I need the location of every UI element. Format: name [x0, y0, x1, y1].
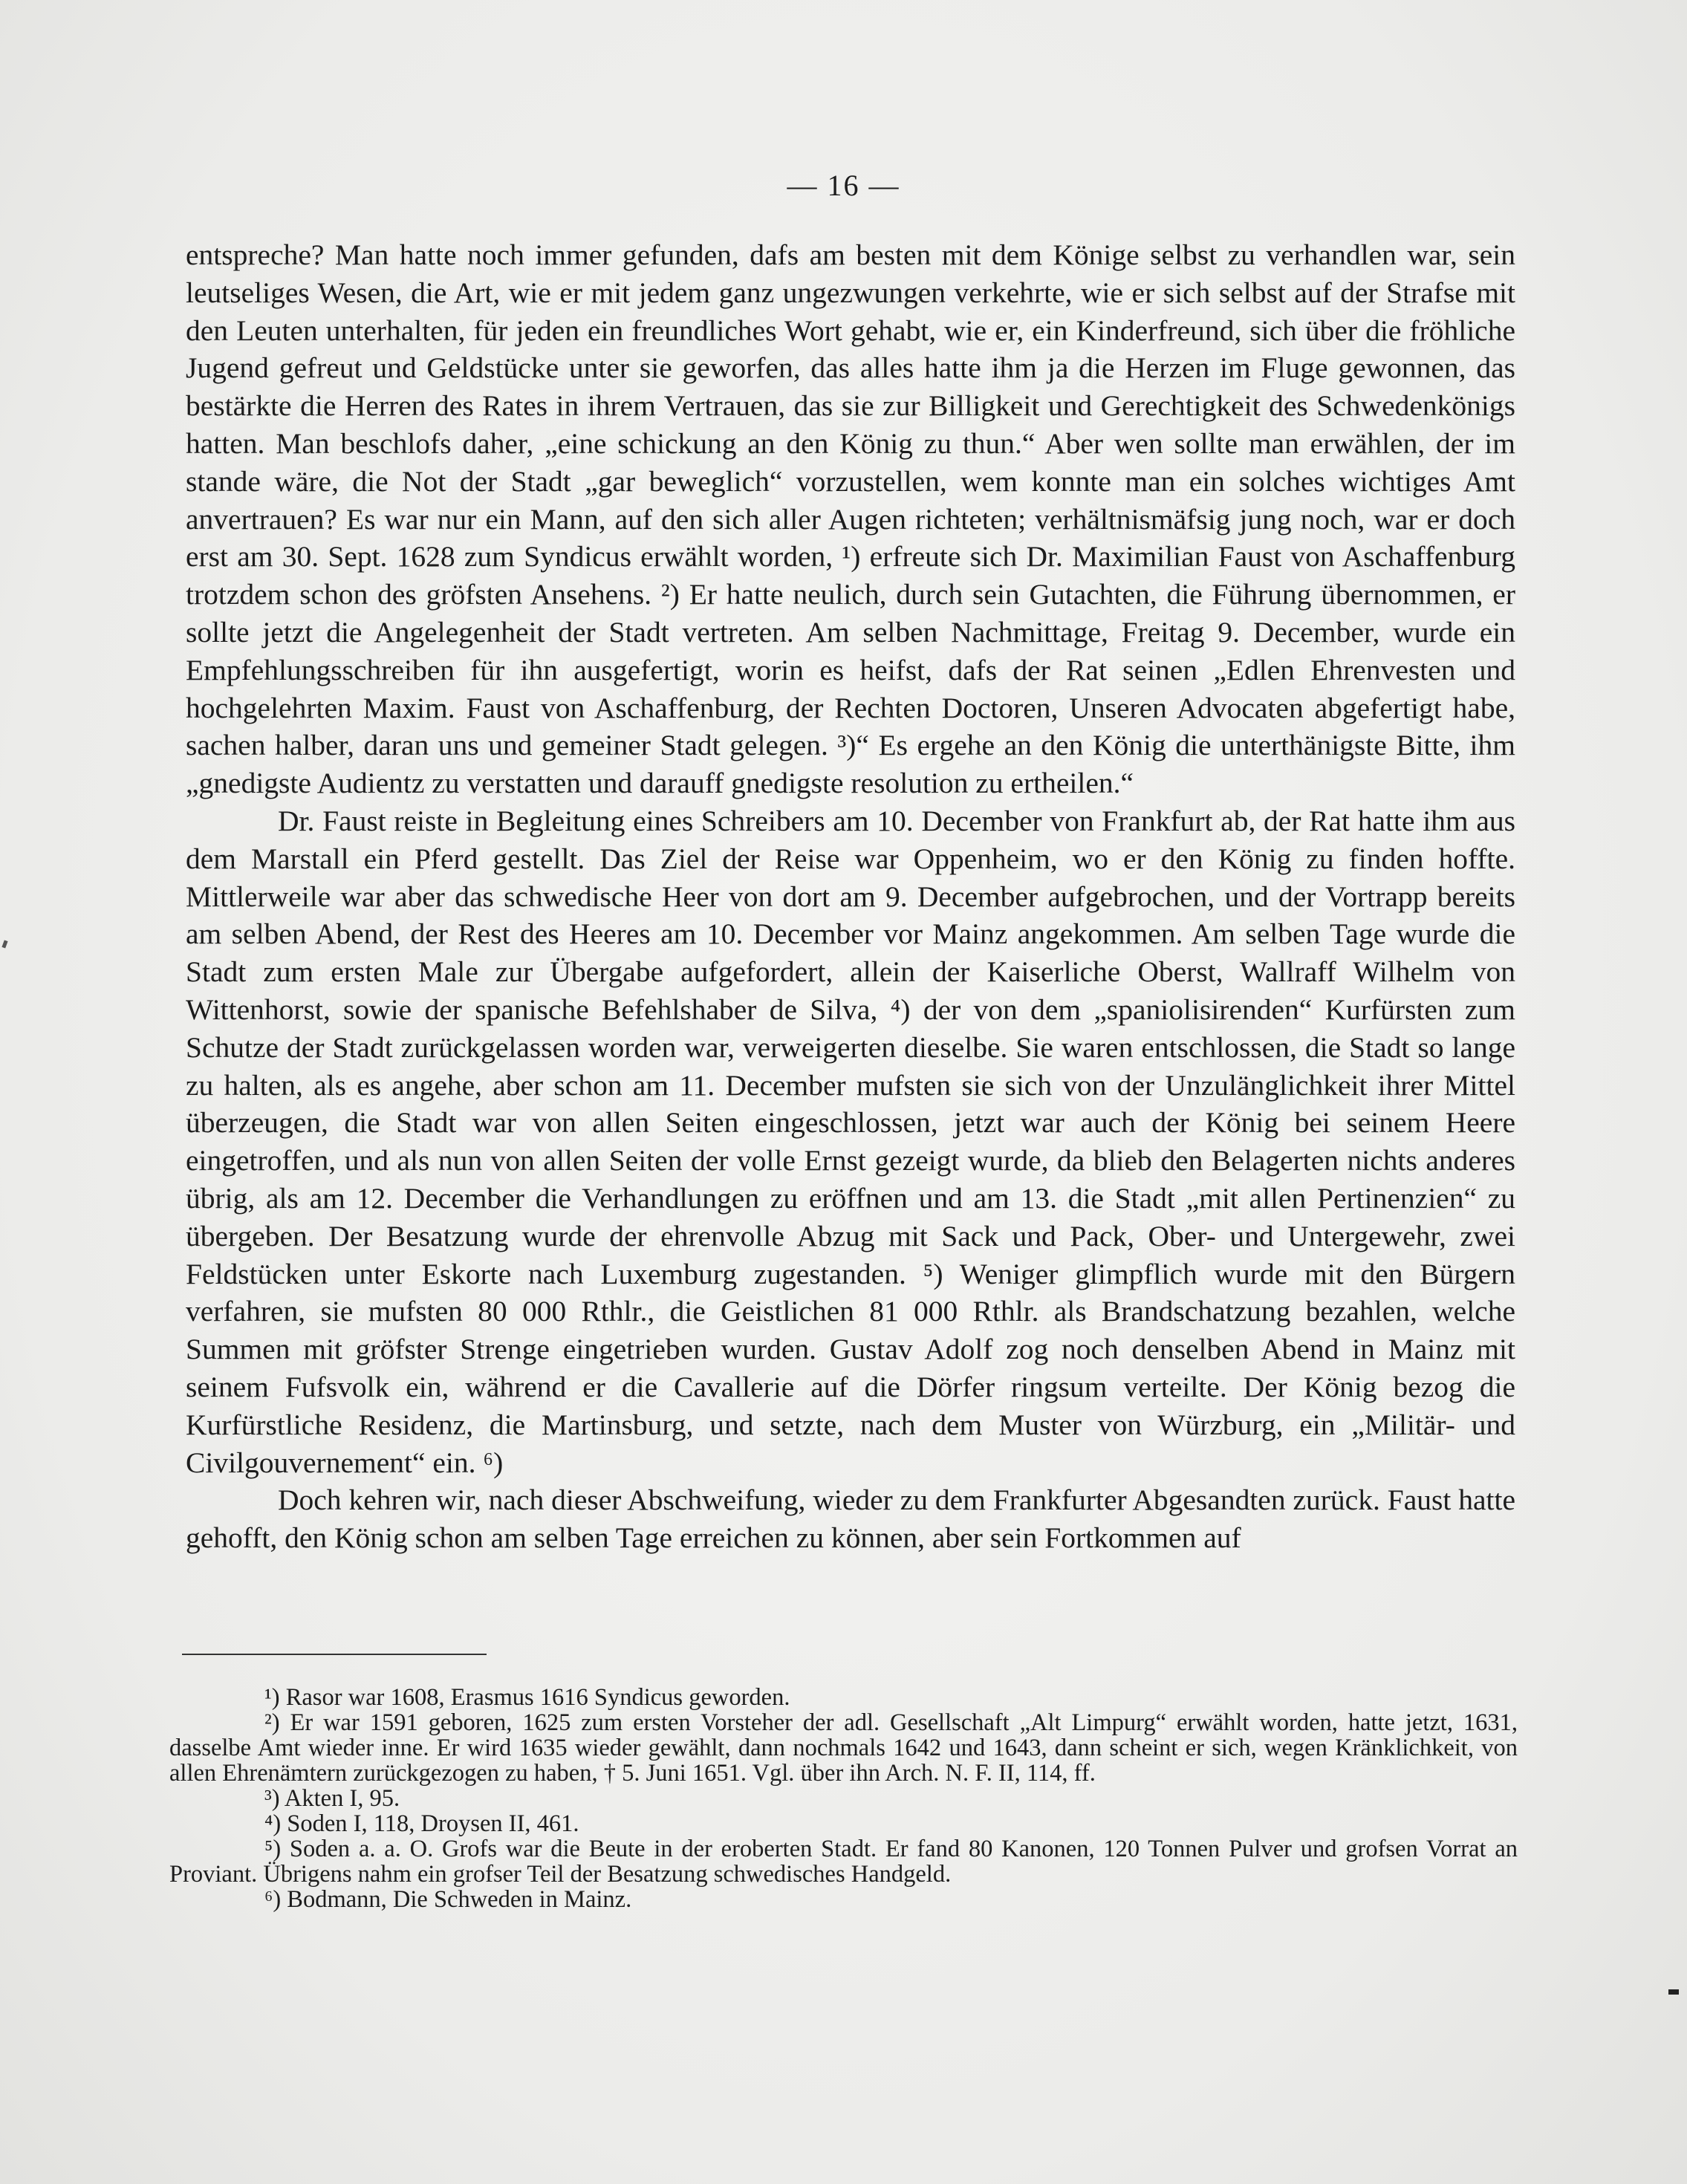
footnote-divider: [182, 1654, 487, 1655]
paragraph-3: Doch kehren wir, nach dieser Abschweifung, wieder zu dem Frankfurter Abgesandten zurück. Faust hatte gehofft, den König schon am selben Tage erreichen zu können, aber sein Fortkommen auf: [186, 1483, 1515, 1555]
scan-speck-left: [1, 940, 7, 948]
scan-speck-right: [1668, 1989, 1679, 1995]
paragraph-2: Dr. Faust reiste in Begleitung eines Schreibers am 10. December von Frankfurt ab, der Rat hatte ihm aus dem Marstall ein Pferd gestellt. Das Ziel der Reise war Oppenheim, wo er den König zu finden hoffte. Mittlerweile war aber das schwedische Heer von dort am 9. December aufgebrochen, und der Vortrapp bereits am selben Abend, der Rest des Heeres am 10. December vor Mainz angekommen. Am selben Tage wurde die Stadt zum ersten Male zur Übergabe aufgefordert, allein der Kaiserliche Oberst, Wallraff Wilhelm von Wittenhorst, sowie der spanische Befehlshaber de Silva, ⁴) der von dem „spaniolisirenden“ Kurfürsten zum Schutze der Stadt zurückgelassen worden war, verweigerten dieselbe. Sie waren entschlossen, die Stadt so lange zu halten, als es angehe, aber schon am 11. December mufsten sie sich von der Unzulänglichkeit ihrer Mittel überzeugen, die Stadt war von allen Seiten eingeschlossen, jetzt war auch der König bei seinem Heere eingetroffen, und als nun von allen Seiten der volle Ernst gezeigt wurde, da blieb den Belagerten nichts anderes übrig, als am 12. December die Verhandlungen zu eröffnen und am 13. die Stadt „mit allen Pertinenzien“ zu übergeben. Der Besatzung wurde der ehrenvolle Abzug mit Sack und Pack, Ober- und Untergewehr, zwei Feldstücken unter Eskorte nach Luxemburg zugestanden. ⁵) Weniger glimpflich wurde mit den Bürgern verfahren, sie mufsten 80 000 Rthlr., die Geistlichen 81 000 Rthlr. als Brandschatzung bezahlen, welche Summen mit gröfster Strenge eingetrieben wurden. Gustav Adolf zog noch denselben Abend in Mainz mit seinem Fufsvolk ein, während er die Cavallerie auf die Dörfer ringsum verteilte. Der König bezog die Kurfürstliche Residenz, die Martinsburg, und setzte, nach dem Muster von Würzburg, ein „Militär- und Civilgouvernement“ ein. ⁶): [186, 804, 1515, 1479]
footnote-3: ³) Akten I, 95.: [264, 1785, 400, 1812]
footnotes: [169, 1685, 1518, 1912]
footnote-2: ²) Er war 1591 geboren, 1625 zum ersten Vorsteher der adl. Gesellschaft „Alt Limpurg“ erwählt worden, hatte jetzt, 1631, dasselbe Amt wieder inne. Er wird 1635 wieder gewählt, dann nochmals 1642 und 1643, dann scheint er sich, wegen Kränklichkeit, von allen Ehrenämtern zurückgezogen zu haben, † 5. Juni 1651. Vgl. über ihn Arch. N. F. II, 114, ff.: [169, 1709, 1518, 1787]
page-number: — 16 —: [787, 169, 900, 202]
footnote-5: ⁵) Soden a. a. O. Grofs war die Beute in der eroberten Stadt. Er fand 80 Kanonen, 120 Tonnen Pulver und grofsen Vorrat an Proviant. Übrigens nahm ein grofser Teil der Besatzung schwedisches Handgeld.: [169, 1836, 1518, 1888]
main-text: [186, 236, 1515, 1557]
footnote-1: ¹) Rasor war 1608, Erasmus 1616 Syndicus geworden.: [264, 1684, 790, 1711]
footnote-6: ⁶) Bodmann, Die Schweden in Mainz.: [264, 1886, 632, 1913]
paragraph-1: entspreche? Man hatte noch immer gefunden, dafs am besten mit dem Könige selbst zu verhandlen war, sein leutseliges Wesen, die Art, wie er mit jedem ganz ungezwungen verkehrte, wie er sich selbst auf der Strafse mit den Leuten unterhalten, für jeden ein freundliches Wort gehabt, wie er, ein Kinderfreund, sich über die fröhliche Jugend gefreut und Geldstücke unter sie geworfen, das alles hatte ihm ja die Herzen im Fluge gewonnen, das bestärkte die Herren des Rates in ihrem Vertrauen, das sie zur Billigkeit und Gerechtigkeit des Schwedenkönigs hatten. Man beschlofs daher, „eine schickung an den König zu thun.“ Aber wen sollte man erwählen, der im stande wäre, die Not der Stadt „gar beweglich“ vorzustellen, wem konnte man ein solches wichtiges Amt anvertrauen? Es war nur ein Mann, auf den sich aller Augen richteten; verhältnismäfsig jung noch, war er doch erst am 30. Sept. 1628 zum Syndicus erwählt worden, ¹) erfreute sich Dr. Maximilian Faust von Aschaffenburg trotzdem schon des gröfsten Ansehens. ²) Er hatte neulich, durch sein Gutachten, die Führung übernommen, er sollte jetzt die Angelegenheit der Stadt vertreten. Am selben Nachmittage, Freitag 9. December, wurde ein Empfehlungsschreiben für ihn ausgefertigt, worin es heifst, dafs der Rat seinen „Edlen Ehrenvesten und hochgelehrten Maxim. Faust von Aschaffenburg, der Rechten Doctoren, Unseren Advocaten abgefertigt habe, sachen halber, daran uns und gemeiner Stadt gelegen. ³)“ Es ergehe an den König die unterthänigste Bitte, ihm „gnedigste Audientz zu verstatten und darauff gnedigste resolution zu ertheilen.“: [186, 238, 1515, 800]
footnote-4: ⁴) Soden I, 118, Droysen II, 461.: [264, 1810, 579, 1837]
